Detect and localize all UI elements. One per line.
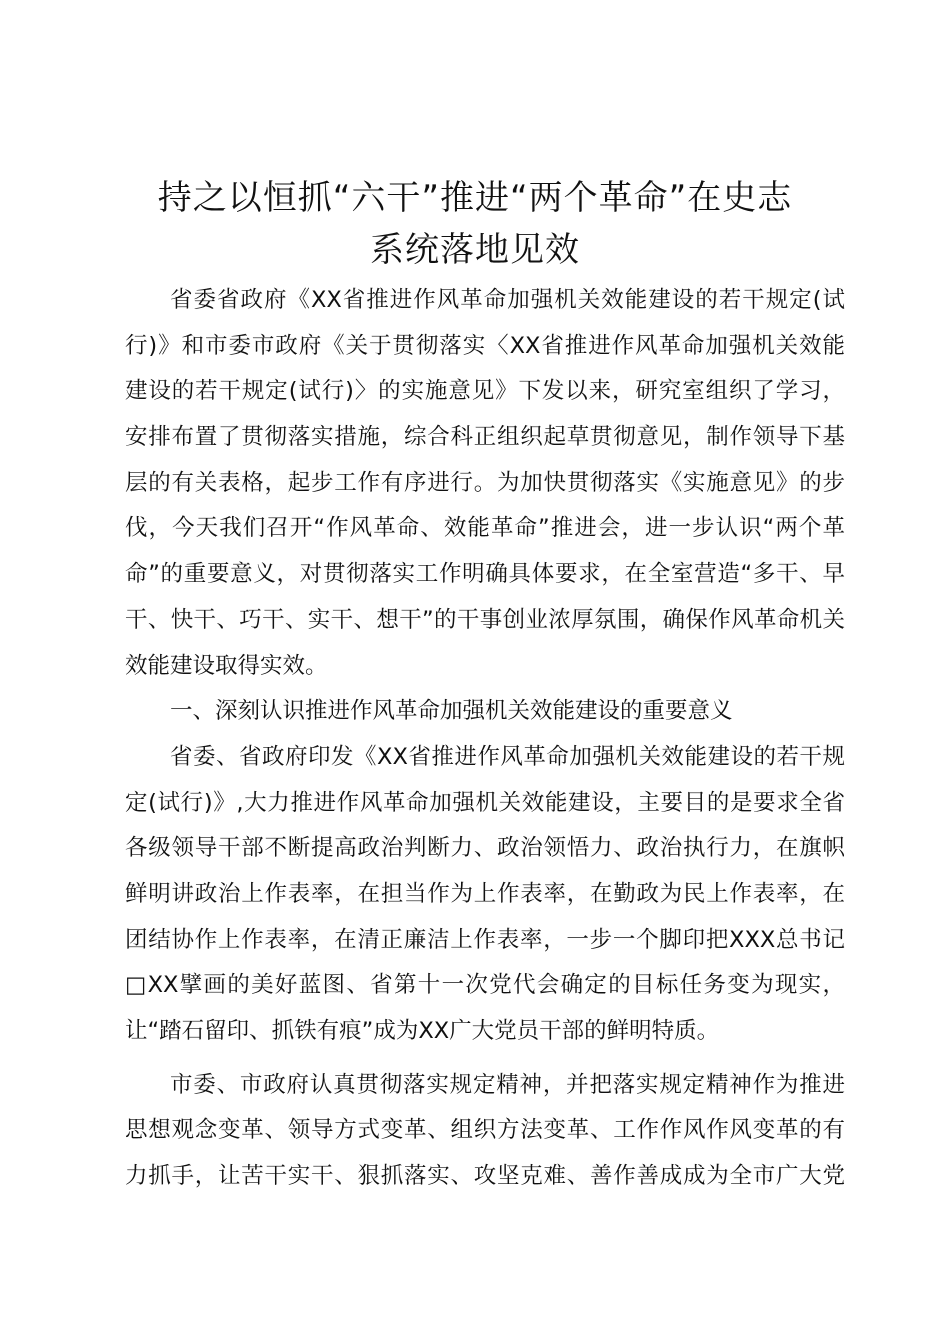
text-line: 市委、市政府认真贯彻落实规定精神，并把落实规定精神作为推进: [170, 1071, 845, 1098]
heading-line: 一、深刻认识推进作风革命加强机关效能建设的重要意义: [170, 698, 733, 725]
text-line: 鲜明讲政治上作表率，在担当作为上作表率，在勤政为民上作表率，在: [125, 880, 845, 907]
text-line: 安排布置了贯彻落实措施，综合科正组织起草贯彻意见，制作领导下基: [125, 424, 845, 451]
document-body: [125, 278, 845, 1200]
paragraph-gap: [125, 1055, 845, 1063]
paragraph-intro: [125, 278, 845, 689]
text-line: □XX擘画的美好蓝图、省第十一次党代会确定的目标任务变为现实，: [125, 972, 845, 999]
document-title: [110, 172, 840, 276]
title-line: 持之以恒抓“六干”推进“两个革命”在史志: [157, 178, 793, 218]
text-line: 伐，今天我们召开“作风革命、效能革命”推进会，进一步认识“两个革: [125, 515, 845, 542]
text-line: 省委、省政府印发《XX省推进作风革命加强机关效能建设的若干规: [170, 743, 845, 770]
paragraph-municipal: [125, 1063, 845, 1200]
text-line: 干、快干、巧干、实干、想干”的干事创业浓厚氛围，确保作风革命机关: [125, 606, 845, 633]
paragraph-provincial: [125, 735, 845, 1055]
text-line: 命”的重要意义，对贯彻落实工作明确具体要求，在全室营造“多干、早: [125, 561, 845, 588]
text-line: 让“踏石留印、抓铁有痕”成为XX广大党员干部的鲜明特质。: [125, 1018, 720, 1044]
text-line: 省委省政府《XX省推进作风革命加强机关效能建设的若干规定(试: [170, 287, 845, 313]
text-line: 力抓手，让苦干实干、狠抓落实、攻坚克难、善作善成成为全市广大党: [125, 1163, 845, 1190]
text-line: 定(试行)》,大力推进作风革命加强机关效能建设，主要目的是要求全省: [125, 789, 845, 816]
text-line: 思想观念变革、领导方式变革、组织方法变革、工作作风作风变革的有: [125, 1117, 845, 1144]
text-line: 行)》和市委市政府《关于贯彻落实〈XX省推进作风革命加强机关效能: [125, 332, 845, 359]
section-heading: [125, 689, 845, 735]
text-line: 各级领导干部不断提高政治判断力、政治领悟力、政治执行力，在旗帜: [125, 835, 845, 862]
text-line: 建设的若干规定(试行)〉的实施意见》下发以来，研究室组织了学习，: [125, 378, 845, 405]
text-line: 层的有关表格，起步工作有序进行。为加快贯彻落实《实施意见》的步: [125, 469, 845, 496]
title-line: 系统落地见效: [370, 230, 580, 270]
text-line: 团结协作上作表率，在清正廉洁上作表率，一步一个脚印把XXX总书记: [125, 926, 845, 953]
text-line: 效能建设取得实效。: [125, 652, 328, 679]
